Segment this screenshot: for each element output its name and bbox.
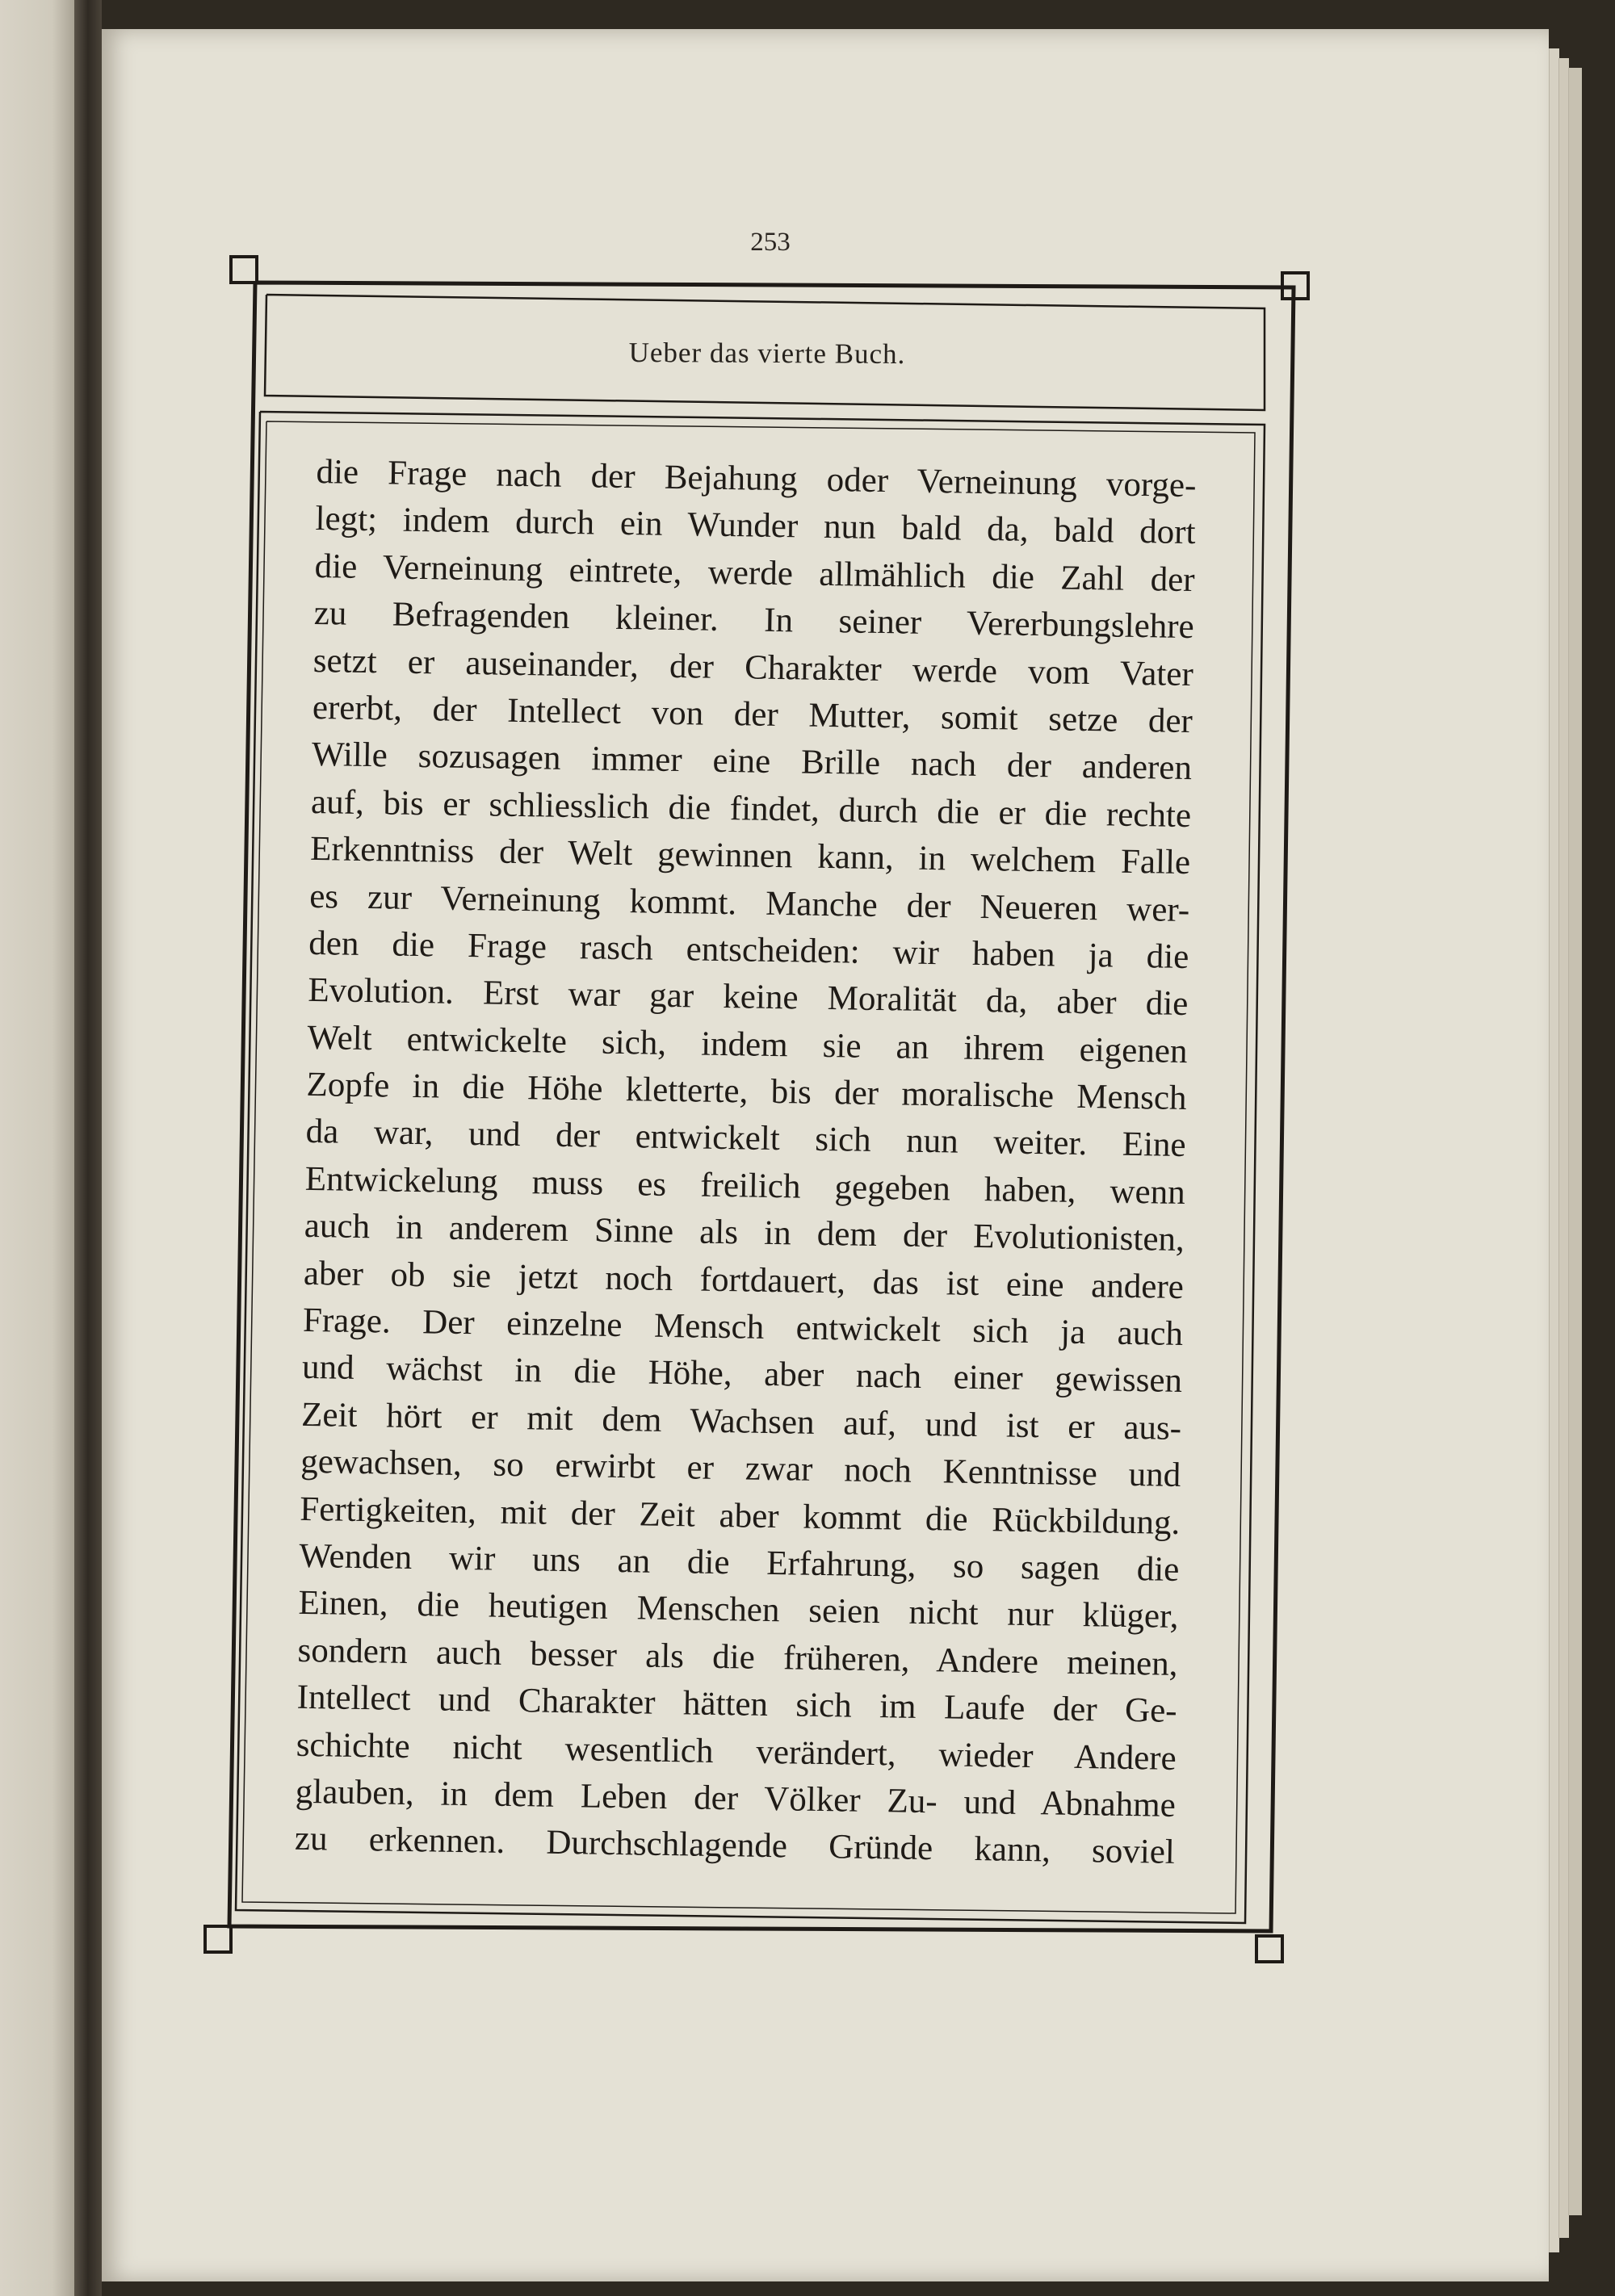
text-line: setzt er auseinander, der Charakter werde vom Vater [313,641,1194,693]
page-stack-edge [1568,68,1582,2215]
text-line: und wächst in die Höhe, aber nach einer gewissen [301,1348,1183,1401]
text-line: Intellect und Charakter hätten sich im Laufe der Ge- [296,1678,1177,1731]
text-line: Welt entwickelte sich, indem sie an ihrem eigenen [307,1018,1188,1070]
text-line: Wenden wir uns an die Erfahrung, so sagen die [299,1536,1180,1589]
text-line: da war, und der entwickelt sich nun weiter. Eine [305,1112,1186,1165]
text-line: Zeit hört er mit dem Wachsen auf, und ist er aus- [300,1395,1182,1448]
text-line: aber ob sie jetzt noch fortdauert, das ist eine andere [303,1254,1185,1306]
text-line: Entwickelung muss es freilich gegeben haben, wenn [304,1159,1186,1212]
text-line: die Verneinung eintrete, werde allmählich die Zahl der [314,547,1195,599]
text-line: die Frage nach der Bejahung oder Verneinung vorge- [316,452,1197,505]
running-head: Ueber das vierte Buch. [628,336,906,371]
text-line: zu Befragenden kleiner. In seiner Vererbungslehre [313,594,1195,647]
facing-page-edge [0,0,74,2296]
text-line: auch in anderem Sinne als in dem der Evolutionisten, [304,1207,1185,1259]
text-line: zu erkennen. Durchschlagende Gründe kann, soviel [294,1820,1176,1872]
text-line: auf, bis er schliesslich die findet, durch die er die rechte [310,782,1192,835]
text-line: Wille sozusagen immer eine Brille nach der anderen [311,735,1193,788]
text-line: den die Frage rasch entscheiden: wir haben ja die [308,924,1189,976]
text-line: Frage. Der einzelne Mensch entwickelt sich ja auch [302,1301,1184,1354]
text-line: ererbt, der Intellect von der Mutter, somit setze der [312,688,1193,741]
text-line: Zopfe in die Höhe kletterte, bis der moralische Mensch [306,1065,1187,1118]
text-line: Fertigkeiten, mit der Zeit aber kommt die Rückbildung. [300,1489,1181,1542]
book-gutter [74,0,102,2296]
text-line: Erkenntniss der Welt gewinnen kann, in welchem Falle [309,830,1191,882]
text-line: Evolution. Erst war gar keine Moralität da, aber die [308,971,1189,1024]
text-line: schichte nicht wesentlich verändert, wieder Andere [296,1725,1177,1778]
text-line: gewachsen, so erwirbt er zwar noch Kenntnisse und [300,1443,1181,1495]
text-line: es zur Verneinung kommt. Manche der Neueren wer- [308,877,1190,929]
page-number: 253 [750,228,791,257]
body-text [294,449,1196,1877]
text-line: Einen, die heutigen Menschen seien nicht nur klüger, [298,1584,1179,1636]
text-line: glauben, in dem Leben der Völker Zu- und Abnahme [295,1772,1177,1825]
text-line: sondern auch besser als die früheren, Andere meinen, [297,1631,1178,1683]
text-line: legt; indem durch ein Wunder nun bald da, bald dort [315,500,1196,552]
